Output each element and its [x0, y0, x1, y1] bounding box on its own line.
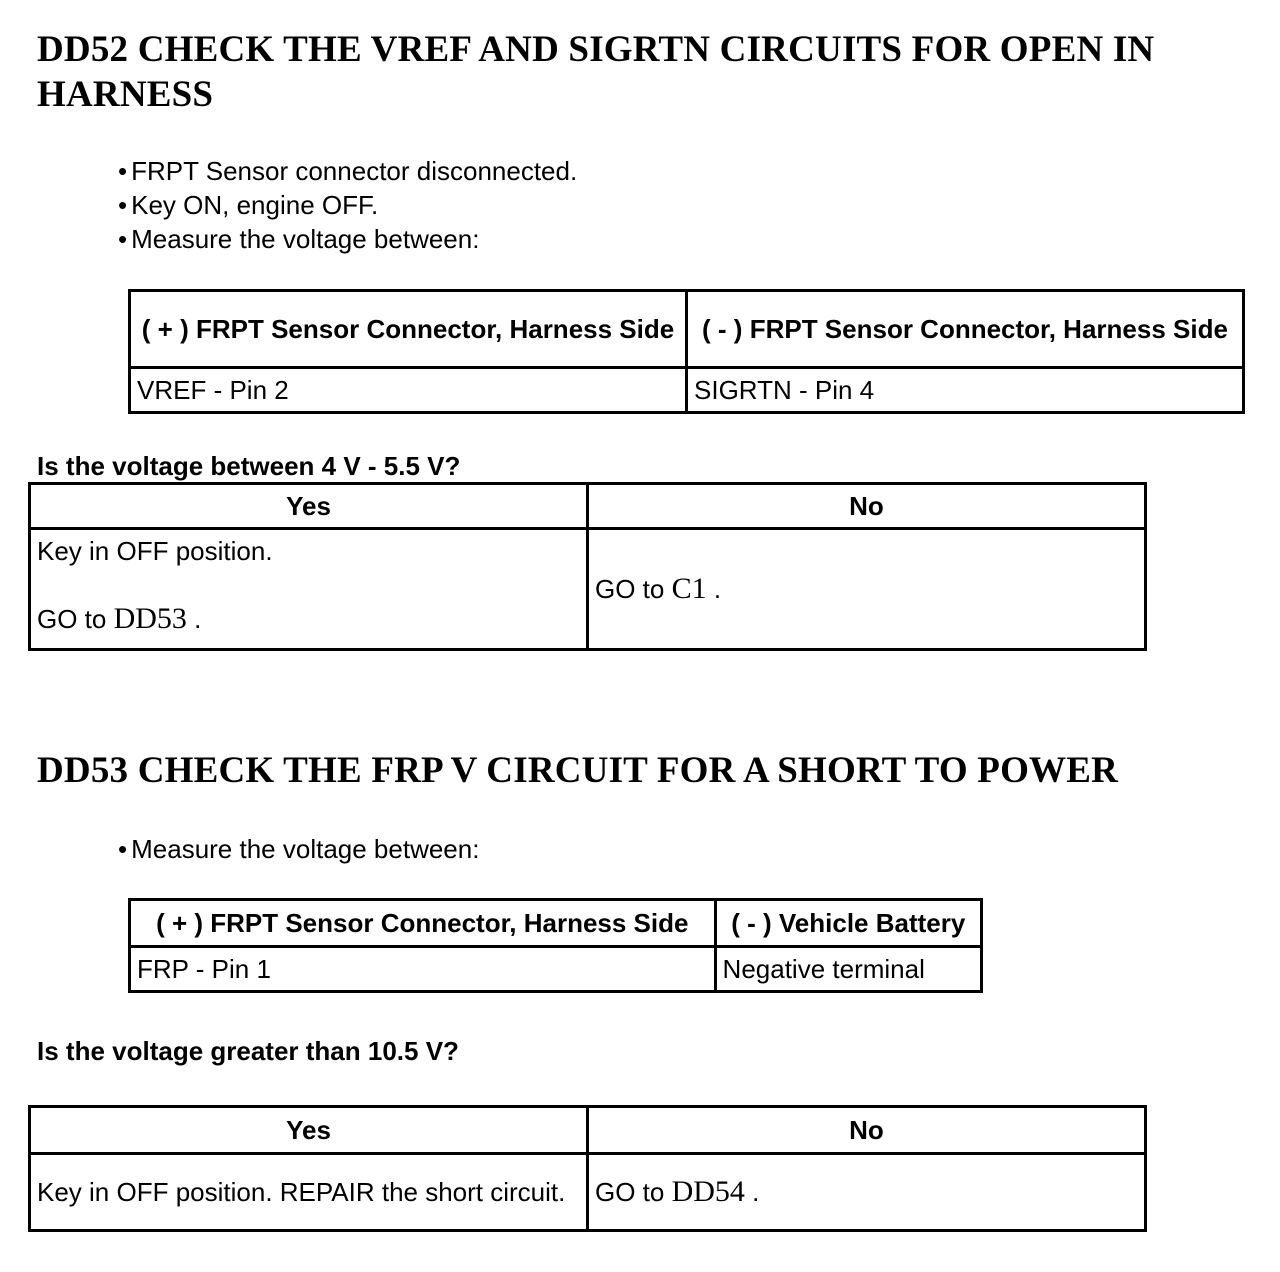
dd52-result-table [28, 482, 1147, 651]
yes-header: Yes [30, 1107, 588, 1154]
dd53-heading: DD53 CHECK THE FRP V CIRCUIT FOR A SHORT TO POWER [37, 750, 1119, 791]
table-row [130, 947, 982, 992]
yes-goto [37, 603, 580, 635]
dd53-steps-list [118, 832, 479, 866]
no-cell [588, 1154, 1146, 1231]
yes-header: Yes [30, 484, 588, 529]
dd53-result-table [28, 1105, 1147, 1232]
yes-cell [30, 529, 588, 650]
list-item: • Measure the voltage between: [118, 832, 479, 866]
table-header-positive: ( + ) FRPT Sensor Connector, Harness Side [130, 900, 716, 947]
dd53-question: Is the voltage greater than 10.5 V? [37, 1036, 459, 1066]
table-cell-negative: SIGRTN - Pin 4 [687, 368, 1244, 413]
goto-prefix: GO to [595, 574, 665, 604]
table-header-row [130, 900, 982, 947]
no-cell [588, 529, 1146, 650]
dd52-measure-table [128, 289, 1245, 414]
goto-link-dd54[interactable]: DD54 [671, 1175, 745, 1208]
table-header-row [30, 484, 1146, 529]
goto-prefix: GO to [37, 604, 107, 634]
table-row [30, 1154, 1146, 1231]
table-header-positive: ( + ) FRPT Sensor Connector, Harness Side [130, 291, 687, 368]
dd52-heading: DD52 CHECK THE VREF AND SIGRTN CIRCUITS FOR OPEN IN HARNESS [37, 29, 1155, 115]
no-header: No [588, 1107, 1146, 1154]
list-item: • Measure the voltage between: [118, 222, 577, 256]
no-header: No [588, 484, 1146, 529]
table-row [130, 368, 1244, 413]
yes-action-text: Key in OFF position. [37, 536, 273, 566]
goto-suffix: . [752, 1177, 760, 1207]
goto-suffix: . [713, 574, 722, 604]
dd52-steps-list [118, 154, 577, 256]
goto-link-dd53[interactable]: DD53 [113, 602, 187, 635]
goto-link-c1[interactable]: C1 [671, 572, 707, 605]
table-header-row [30, 1107, 1146, 1154]
goto-prefix: GO to [595, 1177, 665, 1207]
goto-suffix: . [194, 604, 202, 634]
yes-cell: Key in OFF position. REPAIR the short circuit. [30, 1154, 588, 1231]
dd52-question: Is the voltage between 4 V - 5.5 V? [37, 451, 461, 481]
table-header-negative: ( - ) FRPT Sensor Connector, Harness Side [687, 291, 1244, 368]
list-item: • Key ON, engine OFF. [118, 188, 577, 222]
table-cell-negative: Negative terminal [715, 947, 981, 992]
dd53-measure-table [128, 898, 983, 993]
table-cell-positive: VREF - Pin 2 [130, 368, 687, 413]
table-header-negative: ( - ) Vehicle Battery [715, 900, 981, 947]
table-cell-positive: FRP - Pin 1 [130, 947, 716, 992]
list-item: • FRPT Sensor connector disconnected. [118, 154, 577, 188]
table-header-row [130, 291, 1244, 368]
table-row [30, 529, 1146, 650]
